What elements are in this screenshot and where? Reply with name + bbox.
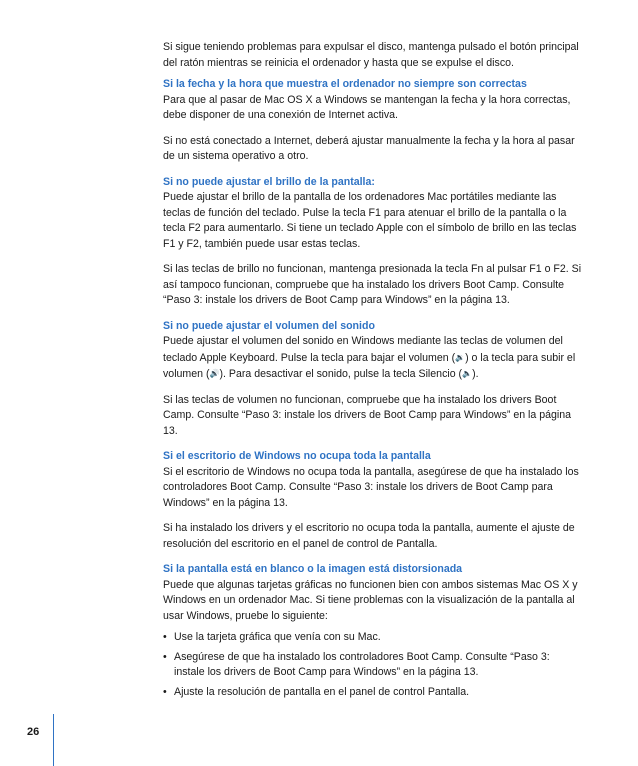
volume-paragraph	[163, 334, 583, 383]
volume-down-icon: 🔉	[455, 352, 466, 362]
section-heading-volume: Si no puede ajustar el volumen del sonido	[163, 319, 375, 332]
text-run: ) o la tecla para subir el volumen (	[163, 351, 576, 380]
paragraph: Si el escritorio de Windows no ocupa toda la pantalla, asegúrese de que ha instalado los controladores Boot Camp. Consulte “Paso 3: instale los drivers de Boot Camp para Windows” en la página 13.	[163, 465, 579, 509]
paragraph: Si no está conectado a Internet, deberá ajustar manualmente la fecha y la hora al pasar de un sistema operativo a otro.	[163, 134, 575, 162]
text-run: ). Para desactivar el sonido, pulse la tecla Silencio (	[219, 368, 463, 380]
paragraph: Puede ajustar el brillo de la pantalla de los ordenadores Mac portátiles mediante las teclas de función del teclado. Pulse la tecla F1 para atenuar el brillo de la pantalla o la tecla F2 para aumentarlo. Si tiene un teclado Apple con el símbolo de brillo en las teclas F1 y F2, también puede usar estas teclas.	[163, 191, 577, 250]
section-heading-desktop: Si el escritorio de Windows no ocupa toda la pantalla	[163, 450, 431, 462]
paragraph: Si las teclas de volumen no funcionan, compruebe que ha instalado los drivers Boot Camp. Consulte “Paso 3: instale los drivers de Boot Camp para Windows” en la página 13.	[163, 393, 572, 437]
paragraph: Si ha instalado los drivers y el escritorio no ocupa toda la pantalla, aumente el ajuste de resolución del escritorio en el panel de control de Pantalla.	[163, 522, 575, 550]
list-item: • Asegúrese de que ha instalado los controladores Boot Camp. Consulte “Paso 3: instale los drivers de Boot Camp para Windows” en la página 13.	[163, 650, 583, 681]
page-content	[163, 40, 583, 708]
paragraph: Si las teclas de brillo no funcionan, mantenga presionada la tecla Fn al pulsar F1 o F2. Si así tampoco funcionan, compruebe que ha instalado los drivers Boot Camp. Consulte “Paso 3: instale los drivers de Boot Camp para Windows” en la página 13.	[163, 263, 582, 306]
section-heading-brightness: Si no puede ajustar el brillo de la pantalla:	[163, 175, 375, 188]
bullet-list	[163, 630, 583, 700]
list-item: • Ajuste la resolución de pantalla en el panel de control Pantalla.	[163, 685, 583, 701]
page-number: 26	[27, 726, 40, 738]
page-margin-rule	[53, 714, 54, 766]
text-run: Puede ajustar el volumen del sonido en Windows mediante las teclas de volumen del teclado Apple Keyboard. Pulse la tecla para bajar el volumen (	[163, 335, 563, 364]
list-item: • Use la tarjeta gráfica que venía con su Mac.	[163, 630, 583, 646]
paragraph: Puede que algunas tarjetas gráficas no funcionen bien con ambos sistemas Mac OS X y Windows en un ordenador Mac. Si tiene problemas con la visualización de la pantalla al usar Windows, pruebe lo siguiente:	[163, 578, 578, 622]
section-heading-date-time: Si la fecha y la hora que muestra el ordenador no siempre son correctas	[163, 78, 527, 90]
volume-up-icon: 🔊	[209, 369, 220, 378]
mute-icon: 🔈	[462, 369, 473, 378]
intro-paragraph: Si sigue teniendo problemas para expulsar el disco, mantenga pulsado el botón principal del ratón mientras se reinicia el ordenador y hasta que se expulse el disco.	[163, 41, 579, 69]
text-run: ).	[472, 368, 479, 380]
section-heading-display: Si la pantalla está en blanco o la imagen está distorsionada	[163, 563, 463, 575]
paragraph: Para que al pasar de Mac OS X a Windows se mantengan la fecha y la hora correctas, debe disponer de una conexión de Internet activa.	[163, 93, 571, 121]
